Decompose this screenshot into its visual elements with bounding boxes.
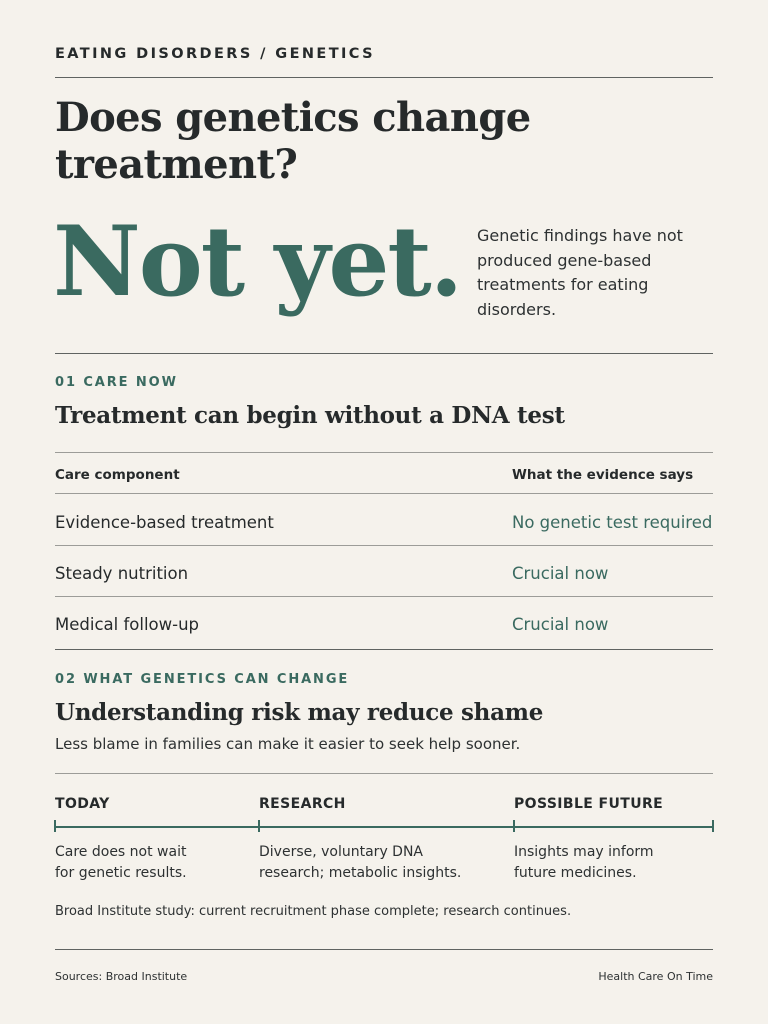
footer-divider xyxy=(55,949,713,950)
timeline-tick xyxy=(513,820,515,832)
answer-note: Genetic findings have not produced gene-based treatments for eating disorders. xyxy=(477,226,683,320)
timeline-axis xyxy=(55,826,713,828)
table-header-divider xyxy=(55,493,713,494)
timeline-top-divider xyxy=(55,773,713,774)
timeline-desc-today: Care does not wait for genetic results. xyxy=(55,844,187,881)
section2-subtitle: Less blame in families can make it easier to seek help sooner. xyxy=(55,735,521,753)
table-row-divider xyxy=(55,545,713,546)
timeline-tick xyxy=(712,820,714,832)
top-divider xyxy=(55,77,713,78)
timeline-label-future: POSSIBLE FUTURE xyxy=(514,796,664,812)
table-row-evidence: Crucial now xyxy=(512,615,609,634)
table-top-divider xyxy=(55,452,713,453)
timeline-label-research: RESEARCH xyxy=(259,796,346,812)
page-title: Does genetics change treatment? xyxy=(55,94,531,188)
section2-title: Understanding risk may reduce shame xyxy=(55,699,544,726)
section1-kicker: 01 CARE NOW xyxy=(55,375,178,390)
table-row-component: Medical follow-up xyxy=(55,615,200,634)
timeline-tick xyxy=(54,820,56,832)
section1-title: Treatment can begin without a DNA test xyxy=(55,402,565,429)
column-header-evidence: What the evidence says xyxy=(512,467,694,483)
publisher-credit: Health Care On Time xyxy=(598,970,713,983)
section2-kicker: 02 WHAT GENETICS CAN CHANGE xyxy=(55,672,350,687)
timeline-tick xyxy=(258,820,260,832)
sources-credit: Sources: Broad Institute xyxy=(55,970,188,983)
section-divider xyxy=(55,353,713,354)
study-note: Broad Institute study: current recruitment phase complete; research continues. xyxy=(55,904,572,919)
table-bottom-divider xyxy=(55,649,713,650)
timeline-desc-research: Diverse, voluntary DNA research; metabolic insights. xyxy=(259,844,462,881)
table-row-divider xyxy=(55,596,713,597)
column-header-component: Care component xyxy=(55,467,180,483)
table-row-evidence: No genetic test required xyxy=(512,513,713,532)
table-row-component: Evidence-based treatment xyxy=(55,513,274,532)
timeline-desc-future: Insights may inform future medicines. xyxy=(514,844,654,881)
category-eyebrow: EATING DISORDERS / GENETICS xyxy=(55,46,375,62)
table-row-evidence: Crucial now xyxy=(512,564,609,583)
table-row-component: Steady nutrition xyxy=(55,564,189,583)
answer-callout: Not yet. xyxy=(53,205,462,318)
timeline-label-today: TODAY xyxy=(55,796,110,812)
